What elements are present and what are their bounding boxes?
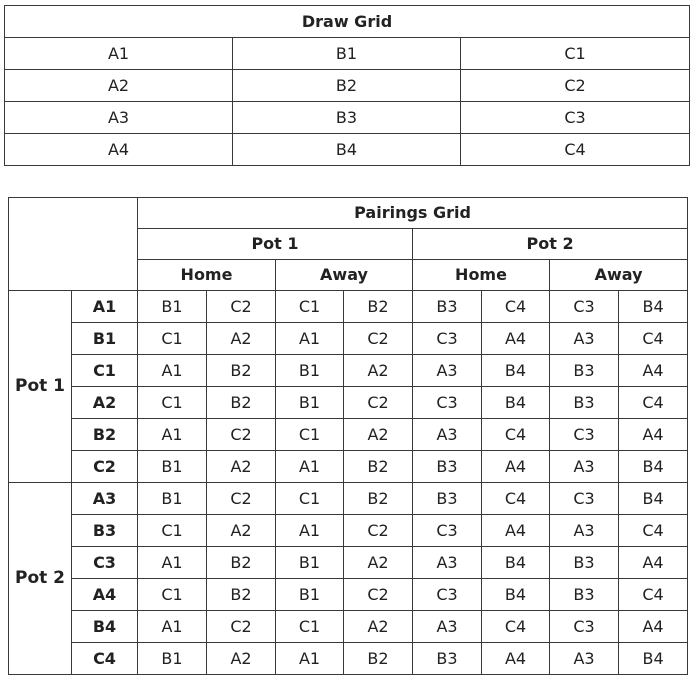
pairing-cell: A4 [619,419,688,451]
pairing-cell: A3 [550,451,619,483]
pairing-cell: A2 [207,643,276,675]
pairing-cell: A2 [344,547,413,579]
pairing-cell: B3 [550,387,619,419]
pairing-cell: A2 [207,323,276,355]
home-away-header: Away [550,260,688,291]
draw-grid-cell: C2 [461,70,690,102]
pairing-cell: C1 [138,387,207,419]
draw-grid-cell: C4 [461,134,690,166]
pairing-cell: A3 [550,643,619,675]
pairing-cell: C1 [276,291,344,323]
pairing-cell: C4 [482,483,550,515]
pairing-cell: A3 [413,547,482,579]
pairing-cell: C4 [619,387,688,419]
pairing-cell: A2 [344,355,413,387]
draw-grid-cell: C3 [461,102,690,134]
pairing-cell: A3 [550,515,619,547]
pairing-cell: A1 [138,611,207,643]
pairing-cell: C4 [482,291,550,323]
pairing-cell: C3 [550,611,619,643]
pairing-cell: B1 [276,547,344,579]
pairing-cell: C4 [619,515,688,547]
pairing-cell: B4 [482,547,550,579]
pairing-cell: B2 [344,451,413,483]
pairing-cell: B2 [344,291,413,323]
draw-grid-cell: A2 [5,70,233,102]
pairing-cell: C4 [619,323,688,355]
pairings-row [9,291,688,323]
pairings-row [9,643,688,675]
draw-grid-row [5,102,690,134]
pairing-cell: A1 [138,419,207,451]
team-label: B2 [72,419,138,451]
draw-grid-cell: B4 [233,134,461,166]
pairing-cell: C3 [413,579,482,611]
pairing-cell: B3 [413,643,482,675]
pairing-cell: C3 [550,419,619,451]
pairing-cell: B4 [619,451,688,483]
pairing-cell: A2 [344,611,413,643]
pairing-cell: A4 [482,515,550,547]
pairing-cell: B2 [344,643,413,675]
pairing-cell: B4 [619,643,688,675]
home-away-header: Home [138,260,276,291]
team-label: A4 [72,579,138,611]
pairing-cell: C2 [344,515,413,547]
pairings-row [9,323,688,355]
pairing-cell: B1 [138,451,207,483]
draw-grid-cell: A3 [5,102,233,134]
pairing-cell: C4 [619,579,688,611]
pairing-cell: C2 [207,419,276,451]
pairing-cell: B2 [344,483,413,515]
pot-row-label: Pot 1 [9,291,72,483]
draw-grid-row [5,134,690,166]
pairing-cell: B1 [276,355,344,387]
pairing-cell: B4 [482,355,550,387]
pairing-cell: C3 [413,387,482,419]
pairings-row [9,547,688,579]
pot-row-label: Pot 2 [9,483,72,675]
pairing-cell: C3 [413,323,482,355]
pairing-cell: A4 [619,611,688,643]
draw-grid-row [5,38,690,70]
pairing-cell: B3 [413,291,482,323]
pairing-cell: A1 [276,643,344,675]
pairing-cell: A4 [482,643,550,675]
pairing-cell: C1 [138,579,207,611]
pairing-cell: A2 [207,451,276,483]
draw-grid-cell: A4 [5,134,233,166]
team-label: B4 [72,611,138,643]
pairing-cell: A4 [619,355,688,387]
pairings-row [9,611,688,643]
pairing-cell: C1 [276,483,344,515]
draw-grid-table [4,5,690,166]
team-label: A1 [72,291,138,323]
pairing-cell: B1 [138,291,207,323]
pairing-cell: B3 [550,547,619,579]
pairing-cell: C1 [138,323,207,355]
pairings-row [9,579,688,611]
pairing-cell: B1 [138,643,207,675]
pairing-cell: B2 [207,579,276,611]
pairings-row [9,387,688,419]
pairing-cell: C2 [207,483,276,515]
draw-grid-cell: B3 [233,102,461,134]
pairing-cell: C2 [207,291,276,323]
pot-header: Pot 1 [138,229,413,260]
pairing-cell: A3 [413,611,482,643]
pairing-cell: B4 [482,387,550,419]
pairings-body [9,291,688,675]
team-label: C1 [72,355,138,387]
pairing-cell: B1 [276,387,344,419]
pairing-cell: A1 [138,547,207,579]
pairing-cell: A1 [276,323,344,355]
pairing-cell: B3 [550,355,619,387]
pairing-cell: C2 [344,579,413,611]
pairing-cell: A3 [413,419,482,451]
pairing-cell: B2 [207,387,276,419]
team-label: B1 [72,323,138,355]
draw-grid-cell: C1 [461,38,690,70]
pairing-cell: C1 [276,611,344,643]
pairing-cell: B4 [619,483,688,515]
pairing-cell: A2 [344,419,413,451]
pairing-cell: C1 [138,515,207,547]
draw-grid-title: Draw Grid [5,6,690,38]
pairing-cell: A3 [550,323,619,355]
pairing-cell: C2 [344,323,413,355]
pairing-cell: B1 [276,579,344,611]
pairing-cell: A4 [482,323,550,355]
pairings-row [9,419,688,451]
draw-grid-cell: B2 [233,70,461,102]
draw-grid-row [5,70,690,102]
pairing-cell: C3 [413,515,482,547]
pairings-row [9,451,688,483]
pairing-cell: B3 [413,483,482,515]
pairing-cell: C3 [550,291,619,323]
team-label: C3 [72,547,138,579]
pairing-cell: C3 [550,483,619,515]
team-label: C2 [72,451,138,483]
pairing-cell: B4 [482,579,550,611]
pairing-cell: A3 [413,355,482,387]
draw-grid-cell: B1 [233,38,461,70]
home-away-header: Away [276,260,413,291]
pairing-cell: A2 [207,515,276,547]
pairings-row [9,483,688,515]
pairings-row [9,355,688,387]
pairing-cell: B3 [550,579,619,611]
pairing-cell: C4 [482,419,550,451]
pot-header: Pot 2 [413,229,688,260]
pairing-cell: C2 [207,611,276,643]
pairings-grid-title: Pairings Grid [138,198,688,229]
pairing-cell: C2 [344,387,413,419]
pairing-cell: A1 [138,355,207,387]
pairing-cell: A1 [276,515,344,547]
team-label: C4 [72,643,138,675]
draw-grid-cell: A1 [5,38,233,70]
team-label: B3 [72,515,138,547]
pairing-cell: A1 [276,451,344,483]
pairings-grid-table [8,197,688,675]
pairing-cell: B3 [413,451,482,483]
pairing-cell: B4 [619,291,688,323]
pairing-cell: A4 [619,547,688,579]
pairing-cell: B2 [207,355,276,387]
pairings-row [9,515,688,547]
pairings-corner [9,198,138,291]
pairing-cell: A4 [482,451,550,483]
pairing-cell: C1 [276,419,344,451]
team-label: A2 [72,387,138,419]
pairing-cell: B1 [138,483,207,515]
pairing-cell: B2 [207,547,276,579]
team-label: A3 [72,483,138,515]
pairing-cell: C4 [482,611,550,643]
home-away-header: Home [413,260,550,291]
